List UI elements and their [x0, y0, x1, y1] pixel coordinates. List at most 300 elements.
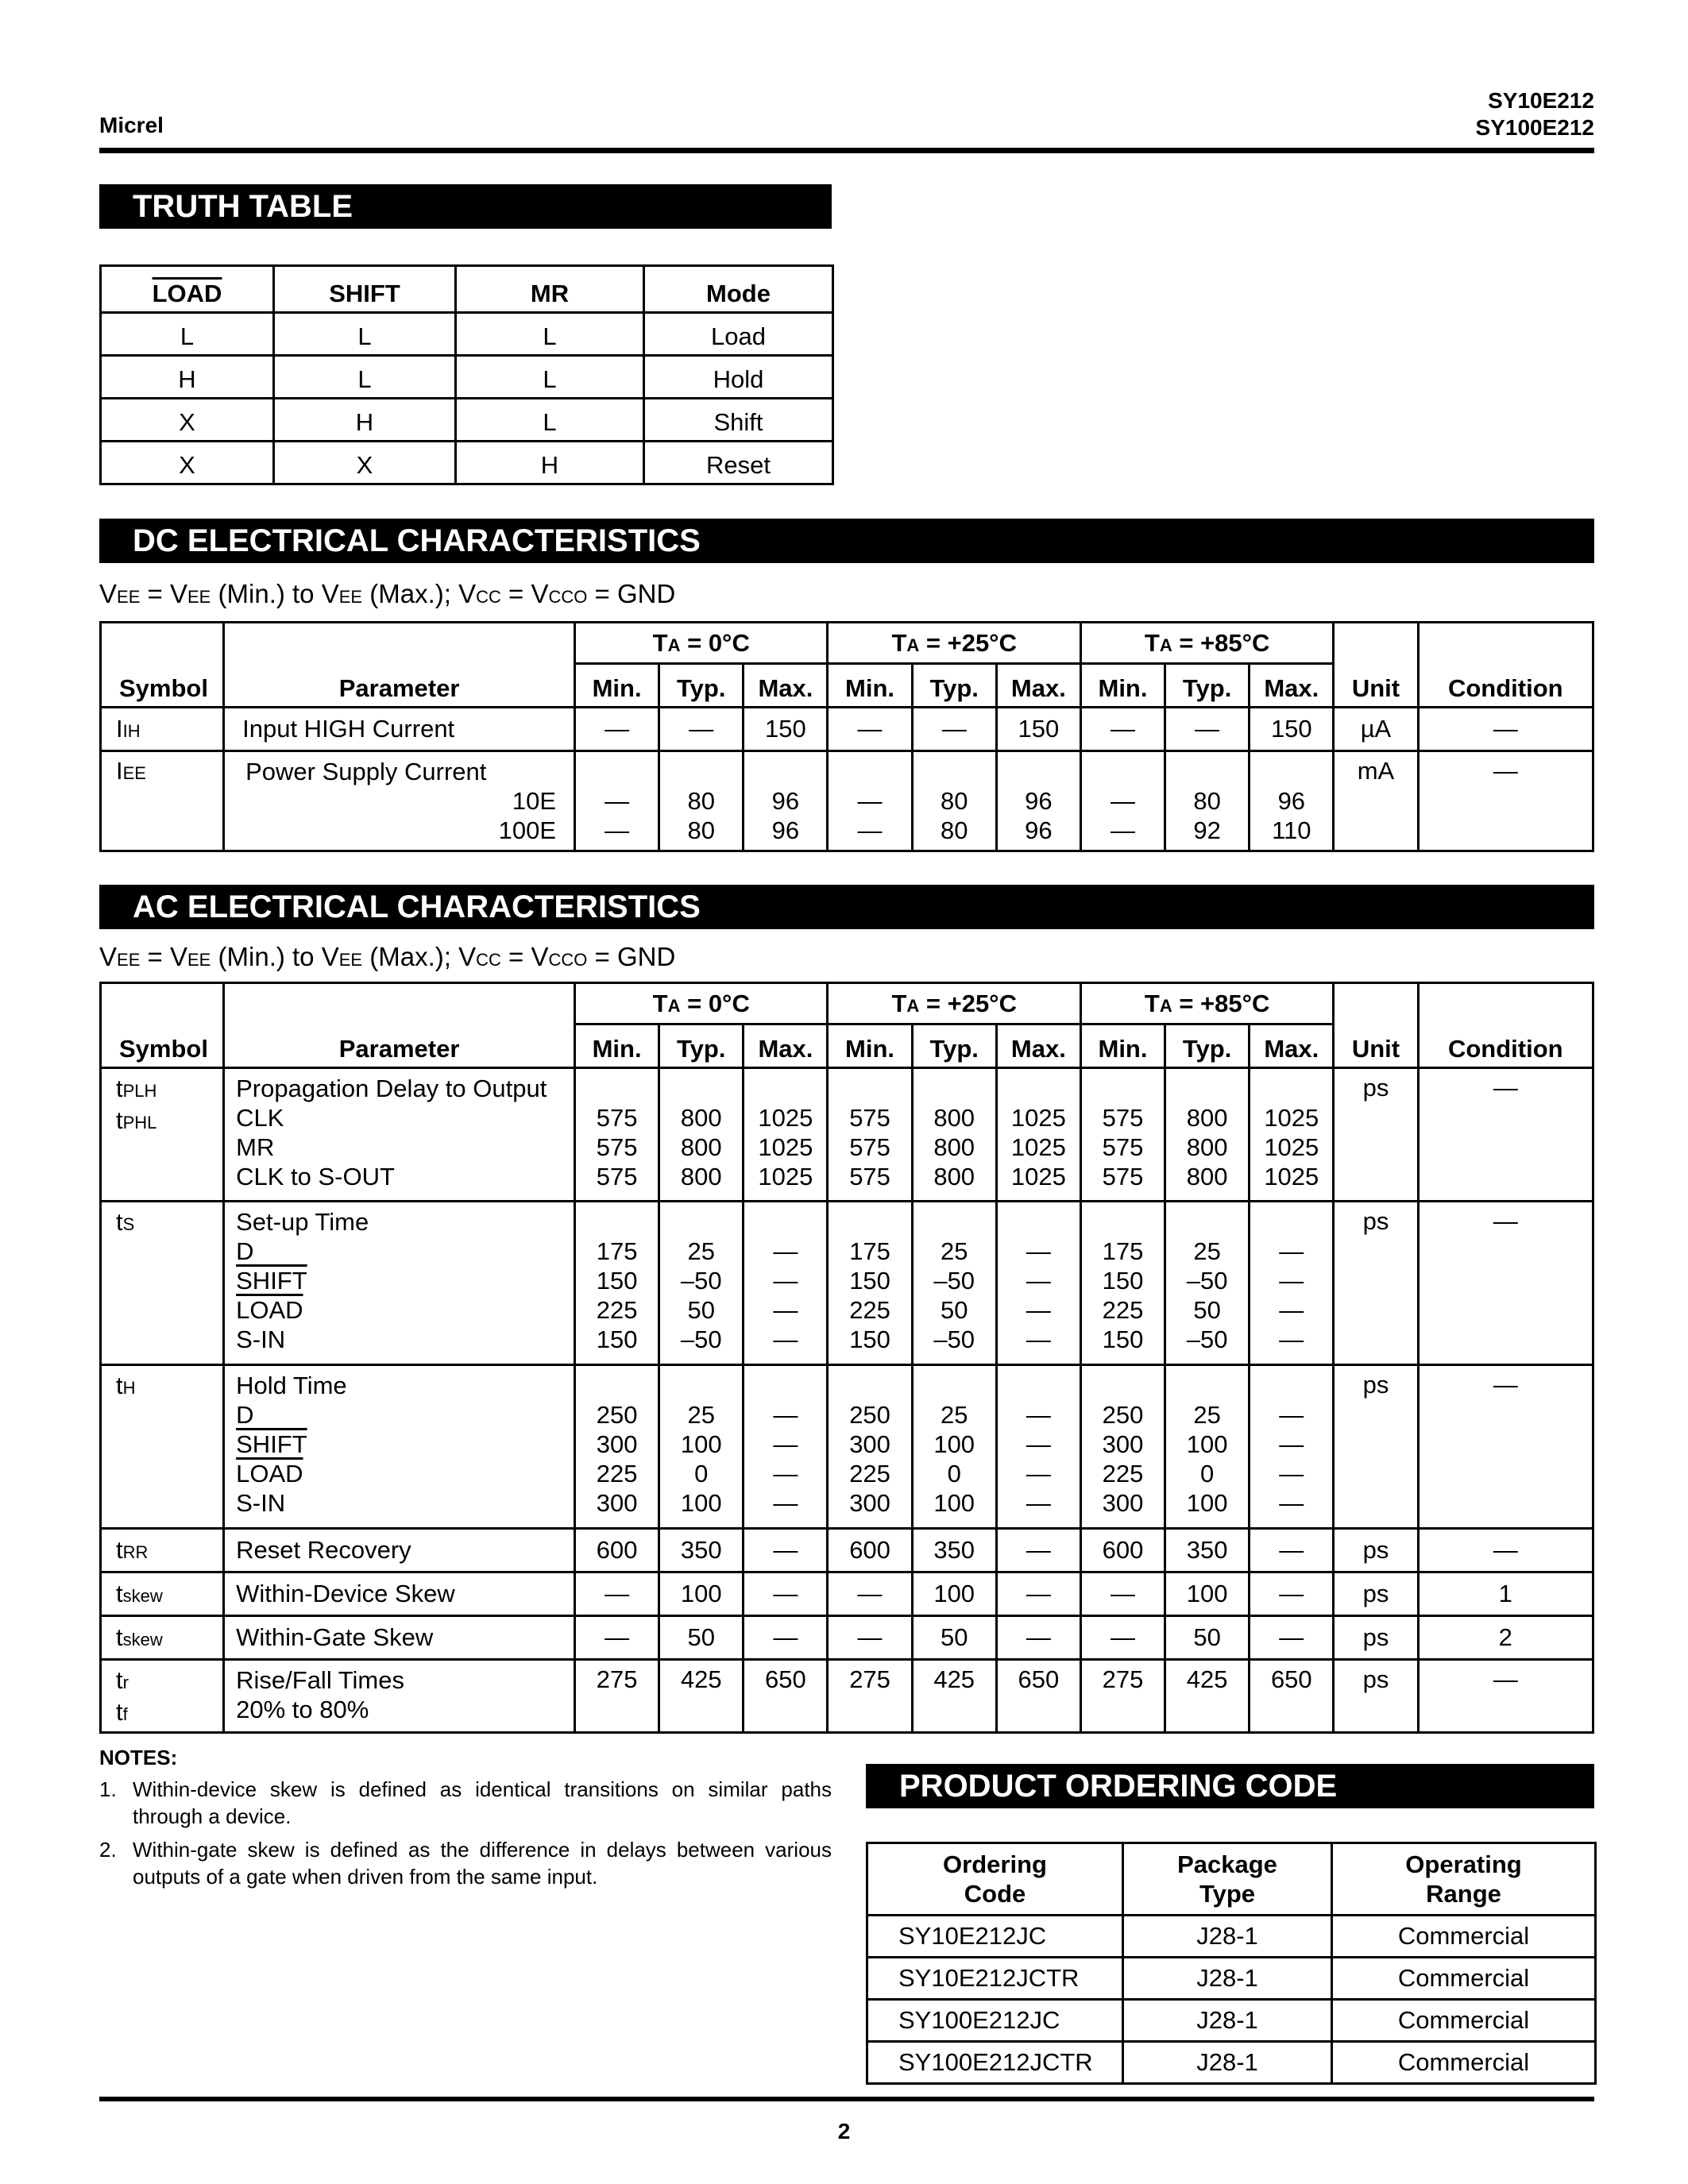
ac-value-col — [659, 1365, 744, 1529]
ac-value: 575 — [596, 1133, 638, 1161]
ac-row-simple — [101, 1572, 1593, 1616]
ac-value: — — [1250, 1572, 1334, 1616]
ac-row-simple — [101, 1616, 1593, 1660]
spacer — [744, 1074, 826, 1103]
ac-value: 800 — [1186, 1104, 1228, 1132]
ac-value: — — [1026, 1460, 1051, 1488]
spacer — [1166, 1074, 1248, 1103]
ac-value: 100 — [933, 1430, 975, 1458]
spacer — [660, 1207, 742, 1237]
ac-value: — — [575, 1616, 659, 1660]
ac-value: — — [1279, 1237, 1304, 1265]
ac-value: 225 — [596, 1296, 638, 1324]
ac-value-col — [1165, 1365, 1250, 1529]
ac-title: AC ELECTRICAL CHARACTERISTICS — [99, 885, 1594, 929]
ac-value: 50 — [659, 1616, 744, 1660]
ac-param-sub-label: D — [236, 1401, 254, 1429]
ac-value: 150 — [596, 1325, 638, 1353]
truth-header-label: LOAD — [152, 280, 222, 307]
dc-value: 80 — [687, 816, 715, 844]
ac-value: 250 — [1102, 1401, 1144, 1429]
condition-text-eq1: = V — [140, 579, 187, 608]
dc-unit: µA — [1334, 708, 1418, 751]
ac-value-col — [744, 1365, 828, 1529]
condition-header: Condition — [1418, 983, 1593, 1068]
company-name: Micrel — [99, 113, 164, 137]
ac-value: 175 — [849, 1237, 890, 1265]
symbol-sub: RR — [122, 1542, 149, 1562]
ac-condition: 2 — [1418, 1616, 1593, 1660]
ac-symbol — [101, 1068, 224, 1202]
ordering-row — [867, 2042, 1596, 2084]
ac-value: 275 — [575, 1660, 659, 1733]
truth-header-cell — [456, 266, 644, 313]
ac-value: 50 — [1165, 1616, 1250, 1660]
truth-cell: X — [101, 399, 274, 442]
dc-conditions — [99, 579, 675, 609]
temp-group-header — [575, 983, 828, 1024]
ac-value: — — [1026, 1296, 1051, 1324]
ac-value-col — [996, 1068, 1080, 1202]
dc-value: — — [1111, 816, 1135, 844]
condition-text-s5: CCO — [548, 950, 588, 970]
ac-unit: ps — [1334, 1365, 1418, 1529]
ac-value: 425 — [659, 1660, 744, 1733]
spacer — [914, 1371, 995, 1400]
spacer — [1082, 1371, 1164, 1400]
ac-value-col — [1250, 1068, 1334, 1202]
ac-value: — — [1026, 1325, 1051, 1353]
min-header: Min. — [1080, 664, 1165, 708]
ordering-cell: J28-1 — [1123, 1958, 1332, 2000]
ac-param-sub — [236, 1459, 574, 1488]
ac-parameter: Within-Gate Skew — [224, 1616, 575, 1660]
dc-parameter — [224, 751, 575, 851]
ac-value: 800 — [680, 1163, 722, 1190]
ac-value: 100 — [912, 1572, 996, 1616]
ac-value: 600 — [828, 1529, 912, 1572]
dc-max: 150 — [744, 708, 828, 751]
spacer — [829, 1371, 910, 1400]
typ-header: Typ. — [1165, 664, 1250, 708]
ac-value-col — [1165, 1202, 1250, 1365]
ac-symbol — [101, 1365, 224, 1529]
ac-parameter: Reset Recovery — [224, 1529, 575, 1572]
ac-unit: ps — [1334, 1660, 1418, 1733]
truth-header-label: MR — [530, 280, 570, 307]
ac-value: — — [996, 1572, 1080, 1616]
truth-cell: L — [456, 313, 644, 356]
symbol-line — [116, 1697, 222, 1729]
ac-value: 225 — [1102, 1296, 1144, 1324]
ac-value: — — [1250, 1616, 1334, 1660]
spacer — [1166, 1207, 1248, 1237]
ac-value: 225 — [849, 1460, 890, 1488]
ac-value: 425 — [1165, 1660, 1250, 1733]
ac-value-col — [996, 1202, 1080, 1365]
spacer — [829, 1207, 910, 1237]
temp-t: T — [1144, 628, 1160, 657]
dc-min — [575, 751, 659, 851]
condition-text-s1: EE — [117, 587, 141, 607]
dc-param-sub: 100E — [498, 816, 557, 844]
temp-value: = +25°C — [919, 989, 1017, 1017]
ac-param-title: Hold Time — [236, 1372, 347, 1399]
ordering-cell: J28-1 — [1123, 1916, 1332, 1958]
truth-cell: X — [101, 442, 274, 484]
truth-row — [101, 399, 833, 442]
ac-row-propagation-delay — [101, 1068, 1593, 1202]
ac-value: 50 — [687, 1296, 715, 1324]
symbol-sub: skew — [122, 1630, 163, 1650]
ac-value: — — [1279, 1296, 1304, 1324]
symbol-main: I — [116, 715, 123, 743]
ac-value: — — [1026, 1489, 1051, 1517]
ac-value: 350 — [659, 1529, 744, 1572]
spacer — [744, 757, 826, 786]
typ-header: Typ. — [1165, 1024, 1250, 1068]
dc-max: 150 — [1250, 708, 1334, 751]
dc-condition: — — [1418, 751, 1593, 851]
note-number: 1. — [99, 1777, 117, 1801]
ac-value: 800 — [680, 1133, 722, 1161]
ac-value: 25 — [1193, 1401, 1221, 1429]
truth-cell: Shift — [644, 399, 833, 442]
ac-value: 150 — [1102, 1267, 1144, 1295]
ac-condition: — — [1418, 1068, 1593, 1202]
ac-value: 800 — [1186, 1163, 1228, 1190]
ac-parameter — [224, 1202, 575, 1365]
ac-value: –50 — [1186, 1267, 1228, 1295]
ac-value-col — [1250, 1365, 1334, 1529]
ac-param-title: Rise/Fall Times — [236, 1666, 404, 1694]
ac-value-col — [1165, 1068, 1250, 1202]
ac-value: 300 — [849, 1430, 890, 1458]
ac-value: 0 — [947, 1460, 961, 1488]
ac-value: 250 — [596, 1401, 638, 1429]
condition-text-mid: (Min.) to V — [211, 942, 339, 971]
ac-value: 1025 — [758, 1104, 813, 1132]
ac-value-col — [575, 1068, 659, 1202]
spacer — [1082, 1074, 1164, 1103]
ac-value: 800 — [1186, 1133, 1228, 1161]
ac-value: 1025 — [1264, 1104, 1319, 1132]
dc-row-input-high-current — [101, 708, 1593, 751]
max-header: Max. — [1250, 664, 1334, 708]
condition-text-eq2: = V — [500, 579, 549, 608]
symbol-main: t — [116, 1075, 123, 1102]
min-header: Min. — [1080, 1024, 1165, 1068]
ac-value: — — [1279, 1267, 1304, 1295]
ac-param-sub — [236, 1400, 574, 1430]
unit-header: Unit — [1334, 983, 1418, 1068]
ac-value: 1025 — [1264, 1163, 1319, 1190]
temp-t: T — [652, 628, 668, 657]
condition-text-end: = GND — [587, 579, 676, 608]
ac-value: 25 — [1193, 1237, 1221, 1265]
ordering-header-line: Package — [1177, 1850, 1277, 1878]
ac-param-sub — [236, 1325, 574, 1354]
condition-text-mid: (Min.) to V — [211, 579, 339, 608]
header-rule — [99, 148, 1594, 153]
ac-row-hold — [101, 1365, 1593, 1529]
ac-value: 600 — [1080, 1529, 1165, 1572]
ac-value: — — [828, 1616, 912, 1660]
temp-value: = 0°C — [680, 989, 750, 1017]
ac-value: 1025 — [1264, 1133, 1319, 1161]
spacer — [829, 1074, 910, 1103]
ac-symbol — [101, 1660, 224, 1733]
truth-cell: L — [101, 313, 274, 356]
min-header: Min. — [828, 664, 912, 708]
temp-value: = +85°C — [1172, 628, 1270, 657]
ac-value: — — [1026, 1430, 1051, 1458]
note-text: Within-device skew is defined as identical transitions on similar paths through a device. — [133, 1777, 832, 1828]
typ-header: Typ. — [659, 1024, 744, 1068]
ac-value: 275 — [828, 1660, 912, 1733]
ac-value: 300 — [596, 1489, 638, 1517]
ac-value: 250 — [849, 1401, 890, 1429]
dc-typ — [912, 751, 996, 851]
ac-value: — — [773, 1267, 798, 1295]
condition-text-s2: EE — [187, 950, 211, 970]
ac-value: 150 — [849, 1325, 890, 1353]
ordering-header-line: Code — [964, 1880, 1026, 1908]
ac-value: 650 — [744, 1660, 828, 1733]
ordering-cell: Commercial — [1332, 1958, 1596, 2000]
ac-value: 100 — [1186, 1489, 1228, 1517]
dc-value: — — [857, 787, 883, 815]
ac-value: 0 — [694, 1460, 709, 1488]
spacer — [998, 1207, 1080, 1237]
ac-unit: ps — [1334, 1572, 1418, 1616]
ac-table — [99, 982, 1594, 1734]
symbol-main: t — [116, 1372, 123, 1399]
symbol-sub: EE — [122, 763, 146, 783]
temp-a: A — [1159, 635, 1172, 655]
spacer — [576, 757, 658, 786]
dc-value: — — [857, 816, 883, 844]
header-row-temps — [101, 983, 1593, 1024]
ac-value: 150 — [1102, 1325, 1144, 1353]
ac-param-sub — [236, 1295, 574, 1325]
ac-parameter — [224, 1365, 575, 1529]
dc-max — [1250, 751, 1334, 851]
ac-value: 1025 — [1010, 1133, 1066, 1161]
truth-table-title: TRUTH TABLE — [99, 184, 832, 229]
symbol-sub: PLH — [122, 1081, 157, 1101]
ac-param-title: Propagation Delay to Output — [236, 1075, 547, 1102]
ac-value-col — [1080, 1365, 1165, 1529]
ac-parameter: Within-Device Skew — [224, 1572, 575, 1616]
dc-value: 96 — [1025, 816, 1053, 844]
ac-unit: ps — [1334, 1529, 1418, 1572]
symbol-main: t — [116, 1698, 123, 1726]
unit-header: Unit — [1334, 623, 1418, 708]
ac-value-col — [575, 1202, 659, 1365]
ordering-header-line: Type — [1199, 1880, 1256, 1908]
ac-param-sub: CLK to S-OUT — [236, 1163, 395, 1190]
ac-value: — — [773, 1489, 798, 1517]
dc-max: 150 — [996, 708, 1080, 751]
ac-value: 175 — [1102, 1237, 1144, 1265]
spacer — [1250, 1207, 1332, 1237]
typ-header: Typ. — [912, 664, 996, 708]
ac-value-col — [744, 1068, 828, 1202]
ac-value: — — [773, 1430, 798, 1458]
temp-value: = +25°C — [919, 628, 1017, 657]
ac-value: — — [744, 1616, 828, 1660]
header-row-temps — [101, 623, 1593, 664]
spacer — [1166, 757, 1248, 786]
ac-value: 100 — [659, 1572, 744, 1616]
ac-parameter — [224, 1660, 575, 1733]
typ-header: Typ. — [659, 664, 744, 708]
ac-value: 575 — [596, 1163, 638, 1190]
spacer — [914, 1207, 995, 1237]
typ-header: Typ. — [912, 1024, 996, 1068]
symbol-line — [116, 1665, 222, 1697]
ac-param-sub — [236, 1488, 574, 1518]
ac-value: 575 — [596, 1104, 638, 1132]
temp-t: T — [891, 628, 907, 657]
dc-condition: — — [1418, 708, 1593, 751]
truth-table — [99, 264, 834, 485]
ordering-cell: SY100E212JCTR — [867, 2042, 1123, 2084]
temp-t: T — [652, 989, 668, 1017]
ac-param-sub: CLK — [236, 1104, 284, 1132]
condition-text-s3: EE — [338, 950, 363, 970]
ac-value-col — [828, 1068, 912, 1202]
page-number: 2 — [837, 2119, 851, 2143]
ordering-cell: Commercial — [1332, 2042, 1596, 2084]
dc-symbol — [101, 708, 224, 751]
ordering-cell: SY100E212JC — [867, 2000, 1123, 2042]
dc-min — [1080, 751, 1165, 851]
ac-value: 150 — [596, 1267, 638, 1295]
ac-value: 650 — [1250, 1660, 1334, 1733]
ac-value: 100 — [680, 1489, 722, 1517]
note-number: 2. — [99, 1838, 117, 1862]
ordering-cell: SY10E212JC — [867, 1916, 1123, 1958]
ac-value: 575 — [849, 1104, 890, 1132]
ac-condition: — — [1418, 1660, 1593, 1733]
ac-value: — — [1279, 1430, 1304, 1458]
dc-unit: mA — [1334, 751, 1418, 851]
symbol-main: t — [116, 1666, 123, 1694]
ac-value: — — [996, 1616, 1080, 1660]
dc-max — [744, 751, 828, 851]
condition-text-eq1: = V — [140, 942, 187, 971]
spacer — [1082, 1207, 1164, 1237]
ac-param-sub-label: LOAD — [236, 1296, 303, 1324]
ac-param-sub: 20% to 80% — [236, 1696, 369, 1723]
dc-value: 96 — [1277, 787, 1306, 815]
symbol-main: t — [116, 1106, 123, 1134]
footer-rule — [99, 2097, 1594, 2101]
ordering-header-row — [867, 1843, 1596, 1916]
symbol-main: t — [116, 1580, 123, 1607]
note-text: Within-gate skew is defined as the difference in delays between various outputs of a gate when driven from the same input. — [133, 1838, 832, 1889]
ac-param-title: Set-up Time — [236, 1208, 369, 1236]
dc-value: — — [605, 816, 630, 844]
ac-symbol — [101, 1529, 224, 1572]
ac-param-sub-label: LOAD — [236, 1460, 303, 1488]
ac-value: — — [773, 1296, 798, 1324]
ac-value-col — [575, 1365, 659, 1529]
spacer — [576, 1371, 658, 1400]
truth-cell: Load — [644, 313, 833, 356]
ac-value: –50 — [933, 1267, 975, 1295]
ac-value: 50 — [940, 1296, 968, 1324]
condition-text-mid2: (Max.); V — [362, 579, 477, 608]
spacer — [744, 1371, 826, 1400]
notes-title: NOTES: — [99, 1746, 178, 1769]
spacer — [744, 1207, 826, 1237]
ac-symbol — [101, 1616, 224, 1660]
symbol-line — [116, 1074, 222, 1106]
ac-value: — — [1026, 1267, 1051, 1295]
ac-value: 175 — [596, 1237, 638, 1265]
temp-a: A — [1159, 995, 1172, 1016]
temp-value: = +85°C — [1172, 989, 1270, 1017]
ac-value-col — [659, 1068, 744, 1202]
ac-value: –50 — [933, 1325, 975, 1353]
ac-value: 800 — [680, 1104, 722, 1132]
ac-value: — — [744, 1572, 828, 1616]
ac-value-col — [1080, 1068, 1165, 1202]
condition-text-s4: CC — [476, 587, 501, 607]
spacer — [660, 1074, 742, 1103]
dc-value: 110 — [1272, 816, 1311, 844]
ac-value: 50 — [912, 1616, 996, 1660]
truth-header-row — [101, 266, 833, 313]
truth-cell: H — [101, 356, 274, 399]
ac-value: 225 — [849, 1296, 890, 1324]
condition-text-v1: V — [99, 942, 118, 971]
ordering-table — [866, 1842, 1597, 2085]
temp-t: T — [1144, 989, 1160, 1017]
ac-row-simple — [101, 1529, 1593, 1572]
truth-cell: L — [274, 356, 456, 399]
spacer — [660, 1371, 742, 1400]
temp-group-header — [828, 983, 1080, 1024]
dc-min: — — [1080, 708, 1165, 751]
ac-condition: — — [1418, 1202, 1593, 1365]
dc-typ — [1165, 751, 1250, 851]
dc-value: 80 — [940, 787, 968, 815]
notes — [99, 1744, 832, 1890]
spacer — [1250, 1371, 1332, 1400]
temp-a: A — [667, 995, 681, 1016]
symbol-sub: H — [122, 1378, 136, 1398]
ac-value: 800 — [933, 1163, 975, 1190]
condition-text-end: = GND — [587, 942, 676, 971]
ac-value: — — [1080, 1616, 1165, 1660]
ac-value: 1025 — [1010, 1163, 1066, 1190]
condition-text-v1: V — [99, 579, 118, 608]
symbol-sub: r — [122, 1673, 129, 1692]
dc-value: — — [1111, 787, 1135, 815]
ac-value: — — [1250, 1529, 1334, 1572]
ac-unit: ps — [1334, 1616, 1418, 1660]
ac-condition: 1 — [1418, 1572, 1593, 1616]
truth-cell: Hold — [644, 356, 833, 399]
truth-row — [101, 313, 833, 356]
symbol-main: t — [116, 1536, 123, 1564]
dc-value: 80 — [940, 816, 968, 844]
spacer — [1250, 757, 1332, 786]
